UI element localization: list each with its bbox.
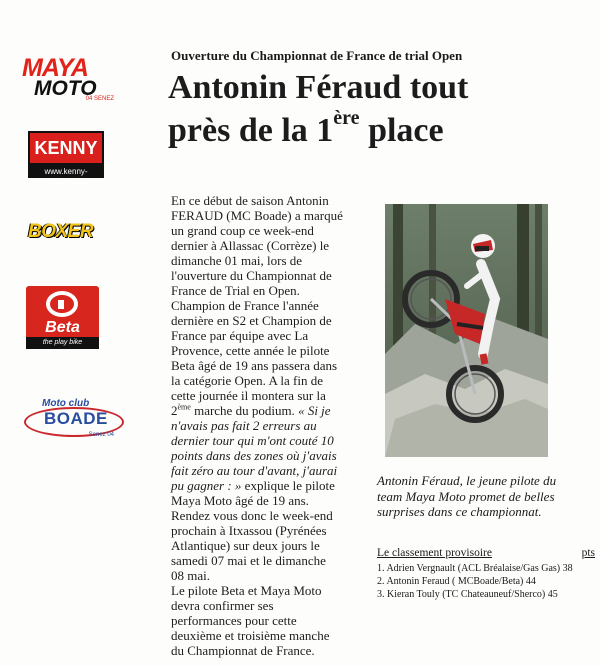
standings-row: 2. Antonin Feraud ( MCBoade/Beta) 44 (377, 576, 536, 587)
beta-mark-icon (46, 291, 78, 317)
body-line: l'ouverture du Championnat de (171, 268, 332, 283)
body-line: Le pilote Beta et Maya Moto (171, 583, 322, 598)
standings-pts-label: pts (581, 547, 595, 559)
quote-line: pu gagner : » (171, 478, 242, 493)
maya-logo-line1: MAYA (22, 54, 88, 82)
body-line: explique le pilote (241, 478, 335, 493)
beta-logo-tagline: the play bike (26, 337, 99, 349)
body-line: deuxième et troisième manche (171, 628, 330, 643)
body-line: Atlantique) sur deux jours le (171, 538, 320, 553)
boade-logo-sub: Senez 04 (88, 432, 114, 438)
body-line: En ce début de saison Antonin (171, 193, 329, 208)
headline-line2-sup: ère (333, 107, 360, 129)
body-line: un grand coup ce week-end (171, 223, 314, 238)
maya-logo-line2: MOTO (34, 77, 97, 100)
body-line: Rendez vous donc le week-end (171, 508, 333, 523)
kenny-logo-name: KENNY (28, 131, 104, 165)
quote-line: « Si je (298, 403, 331, 418)
trial-rider-image (385, 204, 548, 457)
maya-logo-sub: 04 SENEZ (85, 96, 114, 102)
body-line: Champion de France l'année (171, 298, 319, 313)
boxer-logo: BOXER (28, 221, 94, 242)
body-line: 08 mai. (171, 568, 210, 583)
body-line: cette journée il montera sur la (171, 388, 326, 403)
body-line: samedi 07 mai et le dimanche (171, 553, 326, 568)
body-line: Maya Moto âgé de 19 ans. (171, 493, 309, 508)
body-line: prochain à Itxassou (Pyrénées (171, 523, 327, 538)
body-line: France de Trial en Open. (171, 283, 300, 298)
article-body (171, 193, 369, 658)
trial-rider-photo (385, 204, 548, 457)
body-line: Provence, cette année le pilote (171, 343, 330, 358)
body-line: FERAUD (MC Boade) a marqué (171, 208, 343, 223)
standings-header (377, 547, 595, 560)
moto-club-boade-logo (20, 393, 124, 443)
headline-line2-pre: près de la 1 (168, 112, 334, 149)
boade-logo-name: BOADE (44, 409, 108, 428)
body-line: dernière en S2 et Champion de (171, 313, 332, 328)
beta-logo-name: Beta (45, 319, 80, 336)
quote-line: points dans des zones où j'avais (171, 448, 337, 463)
beta-logo (26, 286, 99, 349)
body-line: performances pour cette (171, 613, 297, 628)
photo-caption: Antonin Féraud, le jeune pilote du team Maya Moto promet de belles surprises dans ce championnat. (377, 473, 557, 519)
standings-row: 3. Kieran Touly (TC Chateauneuf/Sherco) 45 (377, 589, 558, 600)
article-kicker: Ouverture du Championnat de France de trial Open (171, 48, 463, 63)
standings-row: 1. Adrien Vergnault (ACL Bréalaise/Gas Gas) 38 (377, 563, 573, 574)
body-line: du Championnat de France. (171, 643, 315, 658)
article-headline (168, 66, 588, 152)
body-line: devra confirmer ses (171, 598, 274, 613)
quote-line: dernier tour qui m'ont couté 10 (171, 433, 334, 448)
kenny-logo (28, 131, 104, 189)
body-line: Beta âgé de 19 ans passera dans (171, 358, 338, 373)
standings-title: Le classement provisoire (377, 547, 492, 559)
body-line: dernier à Allassac (Corrèze) le (171, 238, 330, 253)
podium-number: 2 (171, 403, 178, 418)
body-line: la catégorie Open. A la fin de (171, 373, 323, 388)
quote-line: fait zéro au tour d'avant, j'aurai (171, 463, 338, 478)
podium-text: marche du podium. (190, 403, 299, 418)
headline-line2-post: place (359, 112, 444, 149)
provisional-standings (377, 547, 595, 601)
body-line: dimanche 01 mai, lors de (171, 253, 303, 268)
podium-suffix: ème (177, 402, 191, 412)
quote-line: n'avais pas fait 2 erreurs au (171, 418, 317, 433)
kenny-logo-url: www.kenny-racing.com (28, 165, 104, 178)
maya-moto-logo (22, 56, 118, 102)
headline-line1: Antonin Féraud tout (168, 69, 469, 106)
body-line: France par équipe avec La (171, 328, 309, 343)
boade-logo-club: Moto club (42, 398, 90, 409)
